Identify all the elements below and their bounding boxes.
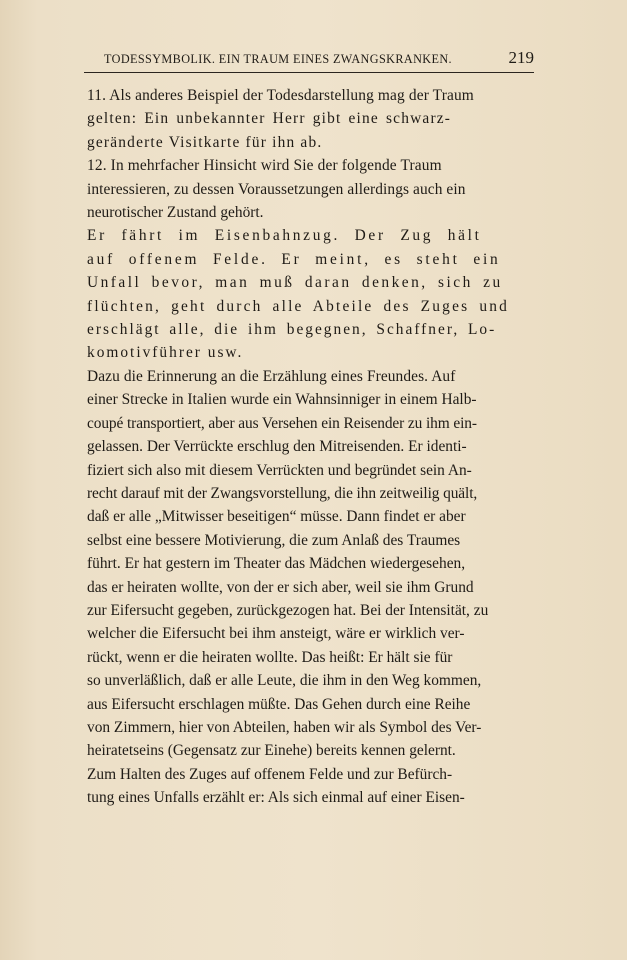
text-line-20: selbst eine bessere Motivierung, die zum Anlaß des Traumes xyxy=(87,531,461,549)
text-line-17: fiziert sich also mit diesem Verrückten und begründet sein An- xyxy=(87,461,472,479)
text-line-29: heiratetseins (Gegensatz zur Einehe) bereits kennen gelernt. xyxy=(87,742,456,760)
text-line-7: Er fährt im Eisenbahnzug. Der Zug hält xyxy=(87,227,482,245)
running-head: TODESSYMBOLIK. EIN TRAUM EINES ZWANGSKRANKEN. xyxy=(104,52,452,66)
text-line-3: geränderte Visitkarte für ihn ab. xyxy=(87,133,323,151)
text-line-22: das er heiraten wollte, von der er sich aber, weil sie ihm Grund xyxy=(87,578,474,596)
text-line-13: Dazu die Erinnerung an die Erzählung eines Freundes. Auf xyxy=(87,367,456,385)
text-line-11: erschlägt alle, die ihm begegnen, Schaffner, Lo- xyxy=(87,321,497,339)
text-line-21: führt. Er hat gestern im Theater das Mädchen wiedergesehen, xyxy=(87,555,466,573)
text-line-31: tung eines Unfalls erzählt er: Als sich einmal auf einer Eisen- xyxy=(87,789,465,807)
text-line-9: Unfall bevor, man muß daran denken, sich zu xyxy=(87,274,503,292)
text-line-12: komotivführer usw. xyxy=(87,344,244,362)
text-line-25: rückt, wenn er die heiraten wollte. Das heißt: Er hält sie für xyxy=(87,648,453,666)
header-rule xyxy=(84,72,534,73)
text-line-14: einer Strecke in Italien wurde ein Wahnsinniger in einem Halb- xyxy=(87,391,477,409)
text-line-24: welcher die Eifersucht bei ihm ansteigt, wäre er wirklich ver- xyxy=(87,625,465,643)
text-line-28: von Zimmern, hier von Abteilen, haben wir als Symbol des Ver- xyxy=(87,718,482,736)
page-header xyxy=(84,48,534,70)
text-line-8: auf offenem Felde. Er meint, es steht ein xyxy=(87,250,501,268)
text-line-2: gelten: Ein unbekannter Herr gibt eine schwarz- xyxy=(87,110,452,128)
body-text xyxy=(87,84,537,810)
text-line-18: recht darauf mit der Zwangsvorstellung, die ihn zeitweilig quält, xyxy=(87,484,478,502)
text-line-30: Zum Halten des Zuges auf offenem Felde und zur Befürch- xyxy=(87,765,453,783)
text-line-27: aus Eifersucht erschlagen müßte. Das Gehen durch eine Reihe xyxy=(87,695,471,713)
text-line-1: 11. Als anderes Beispiel der Todesdarstellung mag der Traum xyxy=(87,87,474,104)
text-line-5: interessieren, zu dessen Voraussetzungen allerdings auch ein xyxy=(87,180,466,198)
text-line-23: zur Eifersucht gegeben, zurückgezogen hat. Bei der Intensität, zu xyxy=(87,601,489,619)
text-line-10: flüchten, geht durch alle Abteile des Zuges und xyxy=(87,297,510,315)
text-line-6: neurotischer Zustand gehört. xyxy=(87,204,264,222)
text-line-26: so unverläßlich, daß er alle Leute, die ihm in den Weg kommen, xyxy=(87,672,482,690)
page-number: 219 xyxy=(508,48,534,67)
text-line-4: 12. In mehrfacher Hinsicht wird Sie der folgende Traum xyxy=(87,157,442,175)
text-line-15: coupé transportiert, aber aus Versehen ein Reisender zu ihm ein- xyxy=(87,414,477,432)
text-line-16: gelassen. Der Verrückte erschlug den Mitreisenden. Er identi- xyxy=(87,438,467,456)
text-line-19: daß er alle „Mitwisser beseitigen“ müsse. Dann findet er aber xyxy=(87,508,466,526)
